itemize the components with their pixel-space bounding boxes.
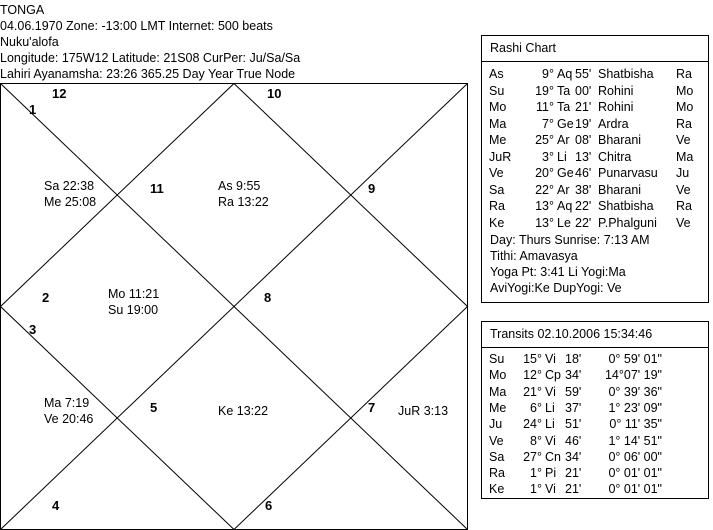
transits-panel (481, 321, 709, 499)
planet-degree: 22° (535, 182, 554, 197)
rashi-row (482, 83, 708, 100)
planet-sign: Ge (557, 166, 574, 180)
planet-name: Sa (489, 449, 505, 464)
planet-minutes: 34' (565, 449, 582, 464)
transit-row (482, 416, 708, 433)
planet-speed: 14°07' 19" (604, 368, 662, 383)
planet-degree: 9° (542, 67, 554, 81)
rashi-panel-divider (482, 61, 708, 62)
planet-sign: Ta (557, 83, 571, 98)
rashi-row (482, 149, 708, 166)
planet-sign: Cp (545, 368, 561, 383)
planet-name: Su (489, 83, 505, 98)
planet-name: Ma (489, 384, 507, 399)
rashi-row (482, 165, 708, 182)
nakshatra: Chitra (598, 149, 632, 164)
ayanamsha-line: Lahiri Ayanamsha: 23:26 365.25 Day Year True Node (0, 67, 296, 81)
nakshatra-lord: Ju (676, 166, 690, 180)
planet-minutes: 08' (575, 133, 592, 147)
planet-sign: Ar (557, 182, 570, 197)
planet-degree: 7° (542, 116, 554, 131)
nakshatra: Shatbisha (598, 199, 654, 213)
nakshatra-lord: Ma (676, 149, 694, 164)
planet-name: Ve (489, 433, 504, 448)
planet-degree: 13° (535, 215, 554, 230)
nakshatra-lord: Ra (676, 199, 692, 213)
planet-degree: 1° (530, 466, 542, 481)
planet-minutes: 46' (575, 166, 592, 180)
nakshatra-lord: Mo (676, 83, 694, 98)
planet-name: Ma (489, 116, 507, 131)
planet-sign: Le (557, 215, 571, 230)
transit-row (482, 449, 708, 466)
planet-speed: 0° 01' 01" (608, 482, 662, 497)
planet-name: JuR (489, 149, 512, 164)
planet-minutes: 22' (575, 215, 592, 230)
planet-speed: 1° 23' 09" (608, 400, 662, 415)
planet-sign: Li (545, 400, 555, 415)
transit-row (482, 400, 708, 417)
planet-position: Su 19:00 (108, 303, 159, 317)
planet-minutes: 22' (575, 199, 592, 213)
transit-row (482, 384, 708, 401)
planet-speed: 0° 01' 01" (608, 466, 662, 481)
planet-degree: 8° (530, 433, 542, 448)
planet-name: Ra (489, 466, 505, 481)
planet-name: Ke (489, 215, 505, 230)
planet-position: Sa 22:38 (44, 179, 95, 193)
planet-minutes: 13' (575, 149, 592, 164)
planet-minutes: 00' (575, 83, 592, 98)
transits-panel-divider (482, 347, 708, 348)
planet-position: Ra 13:22 (218, 195, 269, 209)
rashi-row (482, 66, 708, 83)
nakshatra: Bharani (598, 182, 642, 197)
planet-name: Ke (489, 482, 505, 497)
coordinates-line: Longitude: 175W12 Latitude: 21S08 CurPer: Ju/Sa/Sa (0, 51, 301, 65)
nakshatra: P.Phalguni (598, 215, 657, 230)
rashi-row (482, 215, 708, 232)
planet-sign: Ta (557, 100, 571, 114)
house-number-6: 6 (265, 498, 273, 513)
planet-position: JuR 3:13 (398, 404, 449, 418)
planet-minutes: 34' (565, 368, 582, 383)
transit-row (482, 465, 708, 482)
planet-name: Mo (489, 368, 507, 383)
planet-position: Mo 11:21 (108, 287, 160, 301)
house-number-8: 8 (264, 290, 272, 305)
house-number-1: 1 (29, 102, 37, 117)
planet-speed: 1° 14' 51" (608, 433, 662, 448)
planet-position: Ke 13:22 (218, 404, 269, 418)
nakshatra-lord: Ra (676, 116, 692, 131)
transit-row (482, 351, 708, 368)
planet-minutes: 37' (565, 400, 582, 415)
planet-minutes: 59' (565, 384, 582, 399)
planet-speed: 0° 06' 00" (608, 449, 662, 464)
planet-degree: 12° (523, 368, 542, 383)
planet-sign: Ar (557, 133, 570, 147)
planet-degree: 11° (536, 100, 554, 114)
planet-sign: Vi (545, 384, 556, 399)
house-number-11: 11 (150, 181, 164, 196)
planet-degree: 15° (523, 352, 542, 366)
nakshatra-lord: Ve (676, 215, 691, 230)
planet-sign: Vi (545, 433, 556, 448)
planet-name: Mo (489, 100, 507, 114)
house-number-12: 12 (52, 86, 67, 101)
planet-degree: 13° (535, 199, 554, 213)
planet-sign: Aq (557, 199, 573, 213)
tithi: Tithi: Amavasya (490, 249, 578, 263)
planet-sign: Aq (557, 67, 573, 81)
planet-sign: Vi (545, 352, 556, 366)
nakshatra-lord: Mo (676, 100, 694, 114)
planet-name: Ju (489, 417, 503, 432)
planet-minutes: 19' (575, 116, 592, 131)
planet-minutes: 21' (565, 482, 582, 497)
planet-name: Sa (489, 182, 505, 197)
nakshatra-lord: Ve (676, 182, 691, 197)
birth-datetime: 04.06.1970 Zone: -13:00 LMT Internet: 500 beats (0, 19, 273, 33)
planet-degree: 27° (523, 449, 542, 464)
planet-degree: 3° (542, 149, 554, 164)
planet-minutes: 21' (575, 100, 592, 114)
planet-name: Su (489, 352, 505, 366)
rashi-row (482, 182, 708, 199)
rashi-row (482, 132, 708, 149)
house-number-2: 2 (42, 290, 50, 305)
rashi-chart-panel (481, 35, 709, 303)
avayogi-dupyogi: AviYogi:Ke DupYogi: Ve (490, 281, 622, 295)
rashi-panel-title: Rashi Chart (490, 41, 556, 55)
nakshatra: Punarvasu (598, 166, 658, 180)
planet-position: Me 25:08 (44, 195, 97, 209)
day-sunrise: Day: Thurs Sunrise: 7:13 AM (490, 233, 650, 247)
nakshatra: Rohini (598, 100, 634, 114)
nakshatra: Bharani (598, 133, 642, 147)
transit-row (482, 367, 708, 384)
yoga-point: Yoga Pt: 3:41 Li Yogi:Ma (490, 265, 626, 279)
planet-position: As 9:55 (218, 179, 261, 193)
nakshatra: Shatbisha (598, 67, 654, 81)
house-number-3: 3 (29, 322, 37, 337)
planet-sign: Ge (557, 116, 574, 131)
planet-degree: 24° (523, 417, 542, 432)
house-number-9: 9 (368, 181, 376, 196)
house-number-5: 5 (150, 400, 158, 415)
rashi-row (482, 116, 708, 133)
planet-minutes: 21' (565, 466, 582, 481)
planet-degree: 21° (523, 384, 542, 399)
planet-minutes: 55' (575, 67, 592, 81)
chart-name: TONGA (0, 3, 45, 17)
nakshatra: Rohini (598, 83, 634, 98)
planet-sign: Vi (545, 482, 556, 497)
nakshatra: Ardra (598, 116, 629, 131)
planet-name: As (489, 67, 504, 81)
house-number-4: 4 (52, 498, 60, 513)
house-number-7: 7 (368, 400, 376, 415)
planet-degree: 25° (535, 133, 554, 147)
planet-sign: Li (545, 417, 555, 432)
transit-row (482, 481, 708, 498)
planet-position: Ve 20:46 (44, 412, 94, 426)
transits-panel-title: Transits 02.10.2006 15:34:46 (490, 327, 653, 341)
planet-name: Ve (489, 166, 504, 180)
planet-position: Ma 7:19 (44, 396, 90, 410)
planet-speed: 0° 11' 35" (609, 417, 662, 432)
planet-minutes: 18' (565, 352, 582, 366)
planet-degree: 6° (530, 400, 542, 415)
planet-degree: 20° (535, 166, 554, 180)
planet-name: Ra (489, 199, 505, 213)
planet-speed: 0° 39' 36" (608, 384, 662, 399)
nakshatra-lord: Ra (676, 67, 692, 81)
planet-minutes: 38' (575, 182, 592, 197)
birth-place: Nuku'alofa (0, 35, 59, 49)
nakshatra-lord: Ve (676, 133, 691, 147)
planet-sign: Li (557, 149, 567, 164)
planet-name: Me (489, 133, 507, 147)
rashi-row (482, 198, 708, 215)
planet-degree: 1° (530, 482, 542, 497)
planet-degree: 19° (535, 83, 554, 98)
planet-sign: Cn (545, 449, 561, 464)
transit-row (482, 433, 708, 450)
rashi-row (482, 99, 708, 116)
house-number-10: 10 (267, 86, 282, 101)
planet-name: Me (489, 400, 507, 415)
planet-sign: Pi (545, 466, 557, 481)
planet-minutes: 51' (565, 417, 582, 432)
planet-speed: 0° 59' 01" (608, 352, 662, 366)
planet-minutes: 46' (565, 433, 582, 448)
